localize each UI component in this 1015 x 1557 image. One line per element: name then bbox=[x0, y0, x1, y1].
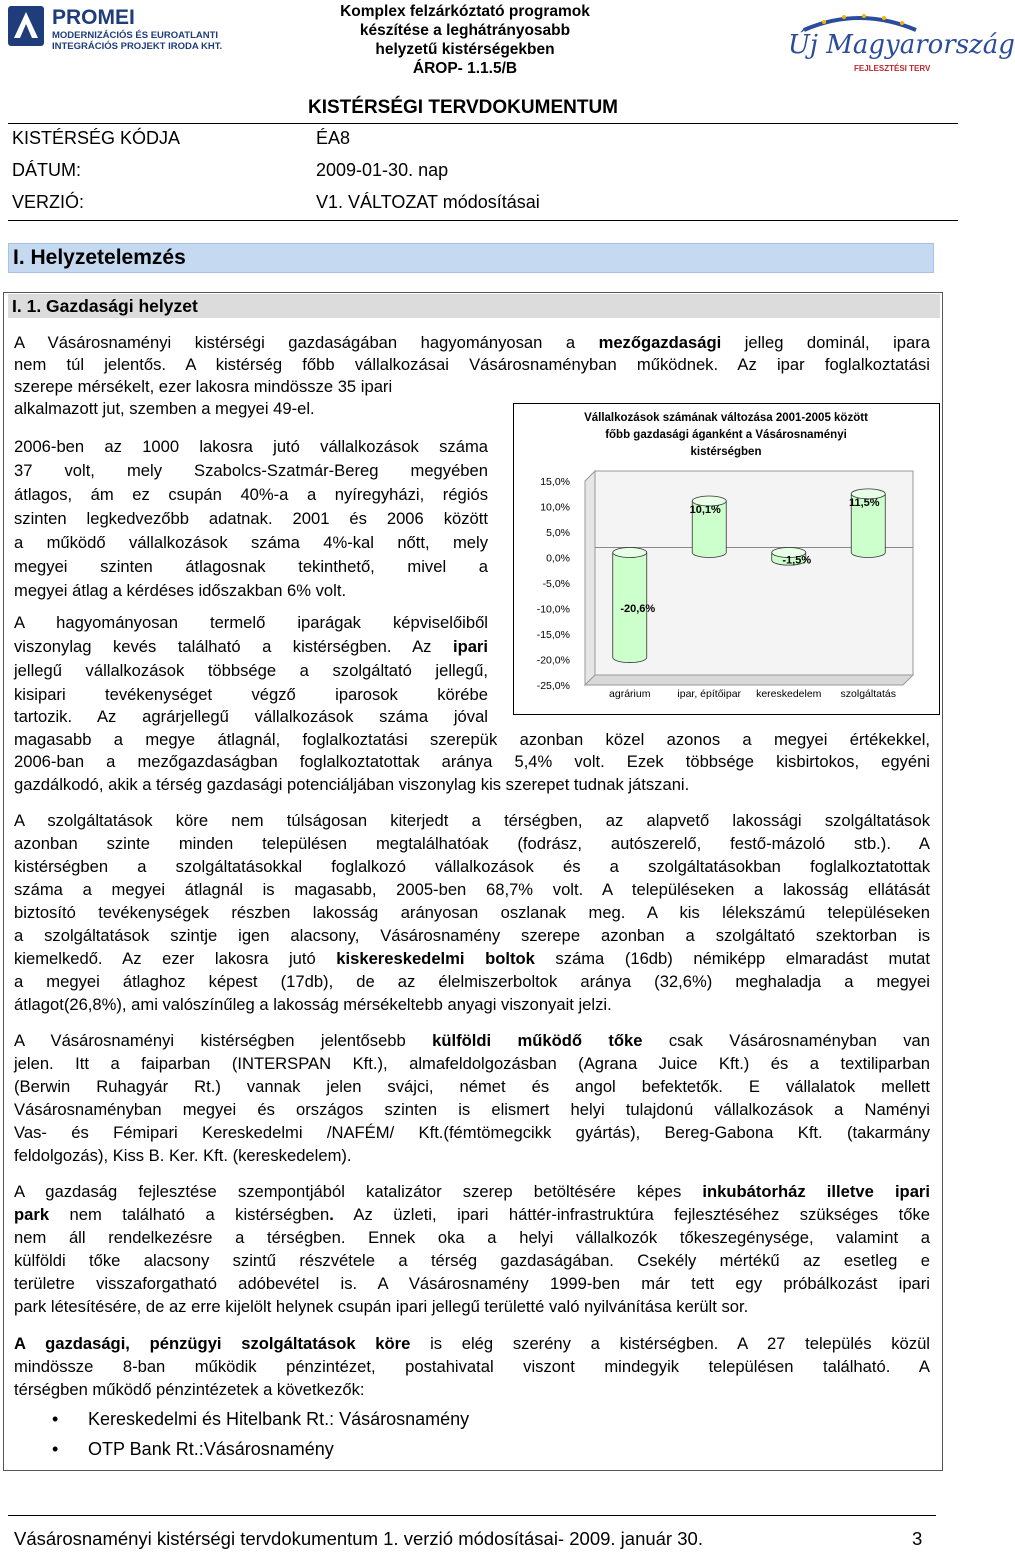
paragraph-line: viszonylag kevés található a kistérségben. Az ipari bbox=[14, 637, 488, 656]
info-row bbox=[8, 188, 958, 220]
document-title: KISTÉRSÉGI TERVDOKUMENTUM bbox=[308, 97, 619, 118]
paragraph-line: A gazdaság fejlesztése szempontjából katalizátor szerep betöltésére képes inkubátorház illetve ipari bbox=[14, 1182, 930, 1201]
info-value: ÉA8 bbox=[316, 128, 351, 148]
bullet-icon: • bbox=[52, 1439, 59, 1459]
paragraph-line: szinten legkedvezőbb adatnak. 2001 és 2006 között bbox=[14, 509, 488, 528]
chart-title-line: főbb gazdasági áganként a Vásárosnaményi bbox=[605, 429, 847, 441]
paragraph-line: területre visszaforgatható adóbevétel is. A Vásárosnamény 1999-ben már tett egy próbálkozást ipari bbox=[14, 1274, 930, 1293]
paragraph-line: azonban szinte minden településen megtalálhatóak (fodrász, autószerelő, festő-mázoló stb.). A bbox=[14, 834, 930, 853]
subsection-title: I. 1. Gazdasági helyzet bbox=[12, 296, 198, 316]
category-label: ipar, építőipar bbox=[677, 688, 742, 700]
y-tick-label: 10,0% bbox=[540, 501, 570, 514]
subsection-heading bbox=[8, 294, 940, 318]
paragraph-line: A Vásárosnaményi kistérségi gazdaságában hagyományosan a mezőgazdasági jelleg dominál, ipara bbox=[14, 333, 931, 352]
uj-magyarorszag-sub: FEJLESZTÉSI TERV bbox=[854, 64, 931, 73]
paragraph-line: átlagot(26,8%), ami valószínűleg a lakosság mérsékeltebb anyagi viszonyait jelzi. bbox=[14, 995, 612, 1014]
data-label: 10,1% bbox=[689, 503, 721, 516]
y-tick-label: 0,0% bbox=[546, 552, 570, 565]
paragraph-line: biztosító tevékenységek részben lakosság arányosan oszlanak meg. A kis lélekszámú településeken bbox=[14, 903, 930, 922]
paragraph-line: jelen. Itt a faiparban (INTERSPAN Kft.), almafeldolgozásban (Agrana Juice Kft.) és a textiliparban bbox=[14, 1054, 930, 1073]
paragraph-line: szerepe mérsékelt, ezer lakosra mindössze 35 ipari bbox=[14, 377, 393, 396]
chart-floor bbox=[585, 675, 913, 685]
paragraph-line: 2006-ban a mezőgazdaságban foglalkoztatottak aránya 5,4% volt. Ezek többsége kisbirtokos, egyéni bbox=[14, 752, 930, 771]
bullet-icon: • bbox=[52, 1409, 59, 1429]
list-item: Kereskedelmi és Hitelbank Rt.: Vásárosnamény bbox=[88, 1409, 470, 1429]
category-label: agrárium bbox=[609, 688, 651, 700]
paragraph-line: feldolgozás), Kiss B. Ker. Kft. (kereskedelem). bbox=[14, 1146, 352, 1165]
uj-magyarorszag-name: Új Magyarország bbox=[788, 30, 1015, 60]
paragraph-line: átlagos, ám ez csupán 40%-a a nyíregyházi, régiós bbox=[14, 485, 488, 504]
program-line-3: helyzetű kistérségekben bbox=[375, 41, 555, 58]
emphasis: mezőgazdasági bbox=[598, 333, 722, 352]
y-tick-label: -25,0% bbox=[536, 680, 570, 692]
paragraph-line: térségben működő pénzintézetek a következők: bbox=[14, 1380, 365, 1399]
paragraph-line: tartozik. Az agrárjellegű vállalkozások száma jóval bbox=[14, 707, 488, 726]
paragraph-line: kisipari tevékenységet végző iparosok körébe bbox=[14, 685, 488, 704]
page-number: 3 bbox=[912, 1528, 923, 1549]
paragraph-line: a megyei átlaghoz képest (17db), de az élelmiszerboltok aránya (32,6%) meghaladja a megyei bbox=[14, 972, 930, 991]
uj-magyarorszag-logo bbox=[784, 10, 1015, 74]
y-tick-label: -5,0% bbox=[542, 578, 570, 590]
promei-logo-sub1: MODERNIZÁCIÓS ÉS EUROATLANTI bbox=[52, 30, 219, 41]
paragraph-line: a szolgáltatások szintje igen alacsony, Vásárosnamény szerepe azonban a szolgáltató szektorban is bbox=[14, 926, 930, 945]
enterprise-change-chart bbox=[513, 403, 940, 715]
paragraph-line: kiemelkedő. Az ezer lakosra jutó kiskereskedelmi boltok száma (16db) némiképp elmaradást mutat bbox=[14, 949, 930, 968]
paragraph-line: alkalmazott jut, szemben a megyei 49-el. bbox=[14, 399, 315, 418]
footer-text: Vásárosnaményi kistérségi tervdokumentum 1. verzió módosításai- 2009. január 30. bbox=[14, 1528, 703, 1549]
emphasis: A gazdasági, pénzügyi szolgáltatások köre bbox=[14, 1334, 411, 1353]
promei-logo bbox=[6, 4, 246, 54]
info-value: V1. VÁLTOZAT módosításai bbox=[316, 192, 540, 212]
category-label: szolgáltatás bbox=[840, 688, 896, 700]
program-line-1: Komplex felzárkóztató programok bbox=[340, 3, 590, 20]
paragraph-line: A gazdasági, pénzügyi szolgáltatások köre is elég szerény a kistérségben. A 27 település közül bbox=[14, 1334, 930, 1353]
paragraph-line: száma a megyei átlagnál is magasabb, 2005-ben 68,7% volt. A településeken a lakosság ellátását bbox=[14, 880, 930, 899]
paragraph-line: A szolgáltatások köre nem túlságosan kiterjedt a térségben, az alapvető lakossági szolgáltatások bbox=[14, 811, 930, 830]
paragraph-line: nem túl jelentős. A kistérség főbb vállalkozásai Vásárosnaményban működnek. Az ipar foglalkoztatási bbox=[14, 355, 930, 374]
y-tick-label: 15,0% bbox=[540, 476, 570, 488]
info-label: KISTÉRSÉG KÓDJA bbox=[12, 128, 181, 148]
paragraph-line: megyei szinten átlagosnak tekinthető, mivel a bbox=[14, 557, 488, 576]
chart-title-line: Vállalkozások számának változása 2001-2005 között bbox=[584, 412, 868, 424]
promei-logo-sub2: INTEGRÁCIÓS PROJEKT IRODA KHT. bbox=[52, 41, 223, 52]
paragraph-line: megyei átlag a kérdéses időszakban 6% volt. bbox=[14, 581, 347, 600]
emphasis: inkubátorház illetve ipari bbox=[702, 1182, 930, 1201]
emphasis: park bbox=[14, 1205, 50, 1224]
paragraph-line: A Vásárosnaményi kistérségben jelentősebb külföldi működő tőke csak Vásárosnaményban van bbox=[14, 1031, 930, 1050]
paragraph-line: jellegű vállalkozások többsége a szolgáltató jellegű, bbox=[14, 661, 488, 680]
list-item: OTP Bank Rt.:Vásárosnamény bbox=[88, 1439, 334, 1459]
info-row bbox=[8, 124, 958, 156]
y-tick-label: -10,0% bbox=[536, 603, 570, 616]
document-info-table bbox=[8, 123, 958, 221]
info-label: VERZIÓ: bbox=[12, 192, 85, 212]
paragraph-line: Vas- és Fémipari Kereskedelmi /NAFÉM/ Kft.(fémtömegcikk gyártás), Bereg-Gabona Kft. (takarmány bbox=[14, 1123, 930, 1142]
paragraph-line: 37 volt, mely Szabolcs-Szatmár-Bereg megyében bbox=[14, 461, 488, 480]
paragraph-line: nem áll rendelkezésre a térségben. Ennek oka a helyi vállalkozók tőkeszegénysége, valamint a bbox=[14, 1228, 930, 1247]
chart-side-wall bbox=[585, 471, 595, 685]
info-label: DÁTUM: bbox=[12, 160, 81, 180]
program-line-2: készítése a leghátrányosabb bbox=[359, 22, 571, 39]
paragraph-line: magasabb a megye átlagnál, foglalkoztatási szerepük azonban közel azonos a megyei értékekkel, bbox=[14, 730, 930, 749]
y-tick-label: 5,0% bbox=[546, 527, 570, 539]
paragraph-line: kistérségben a szolgáltatásokkal foglalkozó vállalkozások és a szolgáltatásokban foglalkoztatottak bbox=[14, 857, 930, 876]
info-row bbox=[8, 156, 958, 188]
emphasis: külföldi működő tőke bbox=[432, 1031, 643, 1050]
data-label: 11,5% bbox=[848, 496, 880, 509]
y-tick-label: -15,0% bbox=[536, 629, 570, 641]
emphasis: ipari bbox=[452, 637, 488, 656]
y-tick-label: -20,0% bbox=[536, 654, 570, 667]
paragraph-line: (Berwin Ruhagyár Rt.) vannak jelen svájci, német és angol befektetők. E vállalatok mellett bbox=[14, 1077, 930, 1096]
emphasis: kiskereskedelmi boltok bbox=[336, 949, 535, 968]
program-header bbox=[300, 2, 630, 78]
paragraph-line: 2006-ben az 1000 lakosra jutó vállalkozások száma bbox=[14, 437, 488, 456]
paragraph-line: a működő vállalkozások száma 4%-kal nőtt, mely bbox=[14, 533, 488, 552]
paragraph-line: park létesítésére, de az erre kijelölt helynek csupán ipari jellegű területté való nyilvánítása került sor. bbox=[14, 1297, 749, 1316]
data-label: -1,5% bbox=[782, 554, 812, 567]
bar-top bbox=[613, 548, 647, 558]
chart-canvas bbox=[513, 403, 940, 715]
category-label: kereskedelem bbox=[756, 688, 822, 700]
paragraph-line: gazdálkodó, akik a térség gazdasági potenciáljában viszonylag kis szerepet tudnak játszani. bbox=[14, 775, 690, 794]
program-line-4: ÁROP- 1.1.5/B bbox=[412, 60, 518, 77]
section-title: I. Helyzetelemzés bbox=[13, 246, 186, 269]
paragraph-line: mindössze 8-ban működik pénzintézet, postahivatal viszont mindegyik településen található. A bbox=[14, 1357, 930, 1376]
paragraph-line: A hagyományosan termelő iparágak képviselőiből bbox=[14, 613, 488, 632]
paragraph-line: Vásárosnaményban megyei és országos szinten is elismert helyi tulajdonú vállalkozások a Naményi bbox=[14, 1100, 930, 1119]
footer-rule bbox=[8, 1515, 936, 1516]
data-label: -20,6% bbox=[620, 603, 656, 616]
info-value: 2009-01-30. nap bbox=[316, 160, 449, 180]
section-heading bbox=[8, 243, 934, 273]
promei-logo-name: PROMEI bbox=[52, 6, 135, 29]
paragraph-line: külföldi tőke alacsony szintű részvétele a térség gazdaságában. Csekély mértékű az esetleg e bbox=[14, 1251, 930, 1270]
paragraph-line: park nem található a kistérségben. Az üzleti, ipari háttér-infrastruktúra fejlesztéséhez szükséges tőke bbox=[14, 1205, 930, 1224]
chart-title-line: kistérségben bbox=[690, 446, 762, 458]
